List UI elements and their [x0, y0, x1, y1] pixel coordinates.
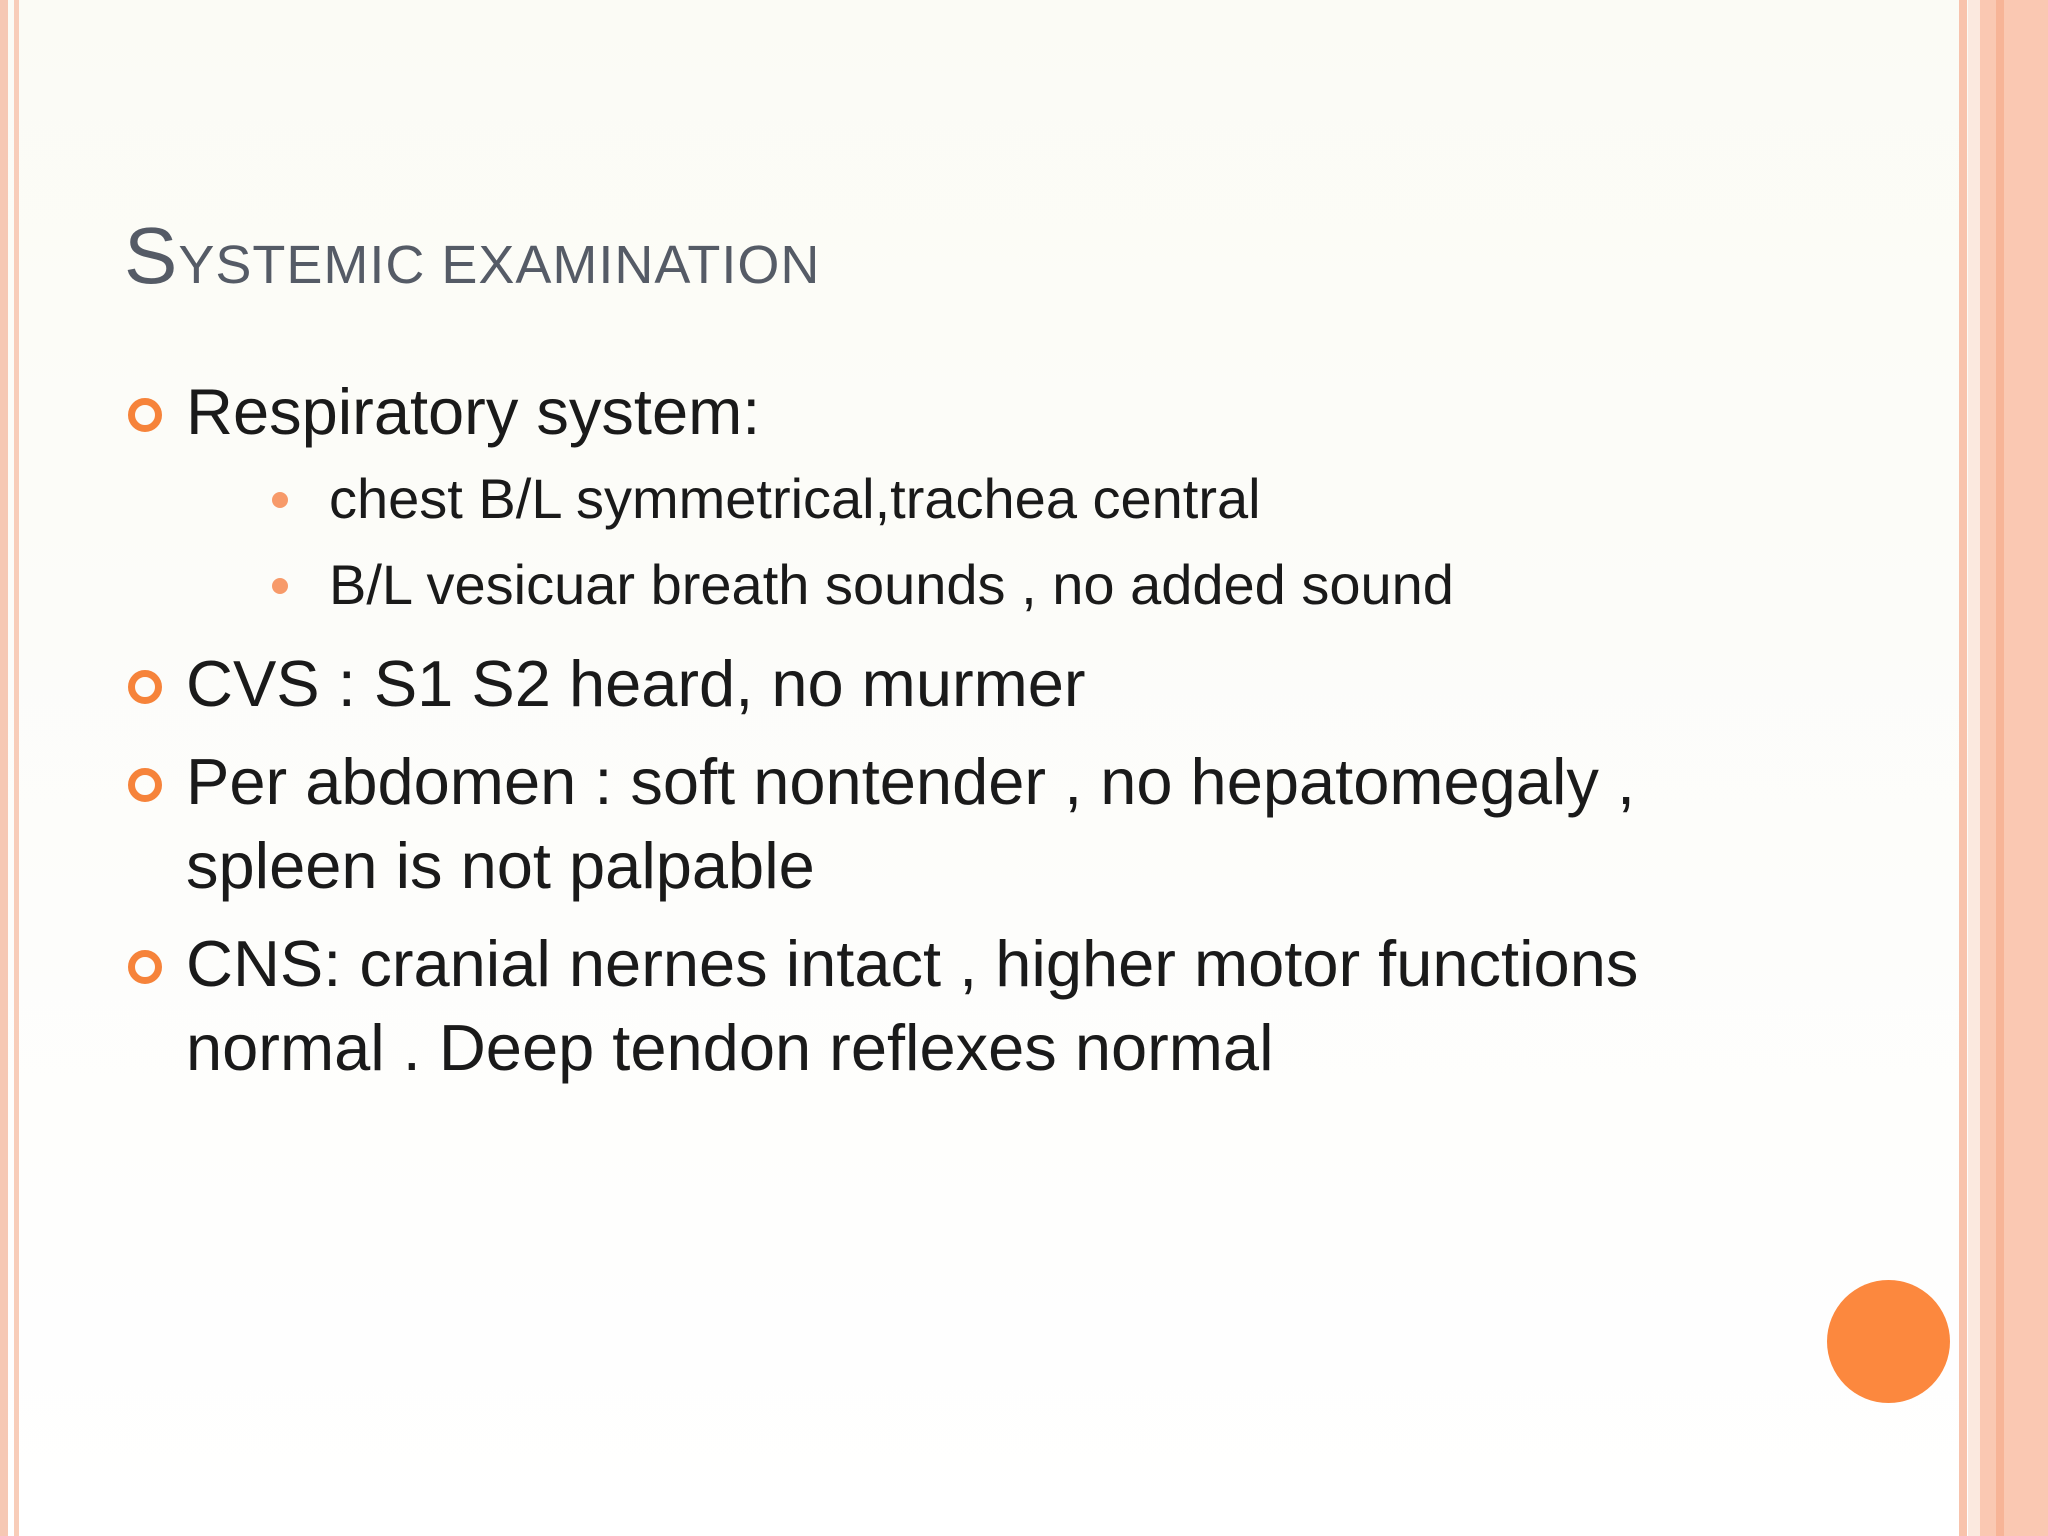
sub-bullet-item — [186, 542, 1724, 628]
sub-bullet-text: B/L vesicuar breath sounds , no added sound — [329, 553, 1454, 616]
bullet-text: CNS: cranial nernes intact , higher motor functions normal . Deep tendon reflexes normal — [186, 927, 1639, 1084]
hollow-circle-bullet-icon — [128, 398, 162, 432]
right-border-stripe — [1996, 0, 2004, 1536]
bullet-item-abdomen — [124, 740, 1724, 908]
slide-title — [124, 210, 820, 302]
sub-list — [186, 456, 1724, 628]
hollow-circle-bullet-icon — [128, 670, 162, 704]
sub-bullet-text: chest B/L symmetrical,trachea central — [329, 467, 1261, 530]
bullet-text: Per abdomen : soft nontender , no hepatomegaly , spleen is not palpable — [186, 745, 1636, 902]
sub-bullet-item — [186, 456, 1724, 542]
bullet-item-cns — [124, 922, 1724, 1090]
left-border-line-inner — [14, 0, 19, 1536]
filled-dot-bullet-icon — [272, 492, 288, 508]
bullet-text: CVS : S1 S2 heard, no murmer — [186, 647, 1086, 720]
title-rest: YSTEMIC EXAMINATION — [178, 235, 821, 295]
hollow-circle-bullet-icon — [128, 950, 162, 984]
bullet-text: Respiratory system: — [186, 375, 761, 448]
right-border-line — [1959, 0, 1967, 1536]
bullet-item-cvs — [124, 642, 1724, 726]
slide-content — [124, 370, 1724, 1104]
right-border-band — [1980, 0, 2048, 1536]
hollow-circle-bullet-icon — [128, 768, 162, 802]
filled-dot-bullet-icon — [272, 578, 288, 594]
orange-circle-decoration — [1827, 1280, 1950, 1403]
title-initial: S — [124, 211, 179, 300]
left-border-line — [0, 0, 8, 1536]
bullet-item-respiratory — [124, 370, 1724, 628]
right-border-gap — [1968, 0, 1980, 1536]
